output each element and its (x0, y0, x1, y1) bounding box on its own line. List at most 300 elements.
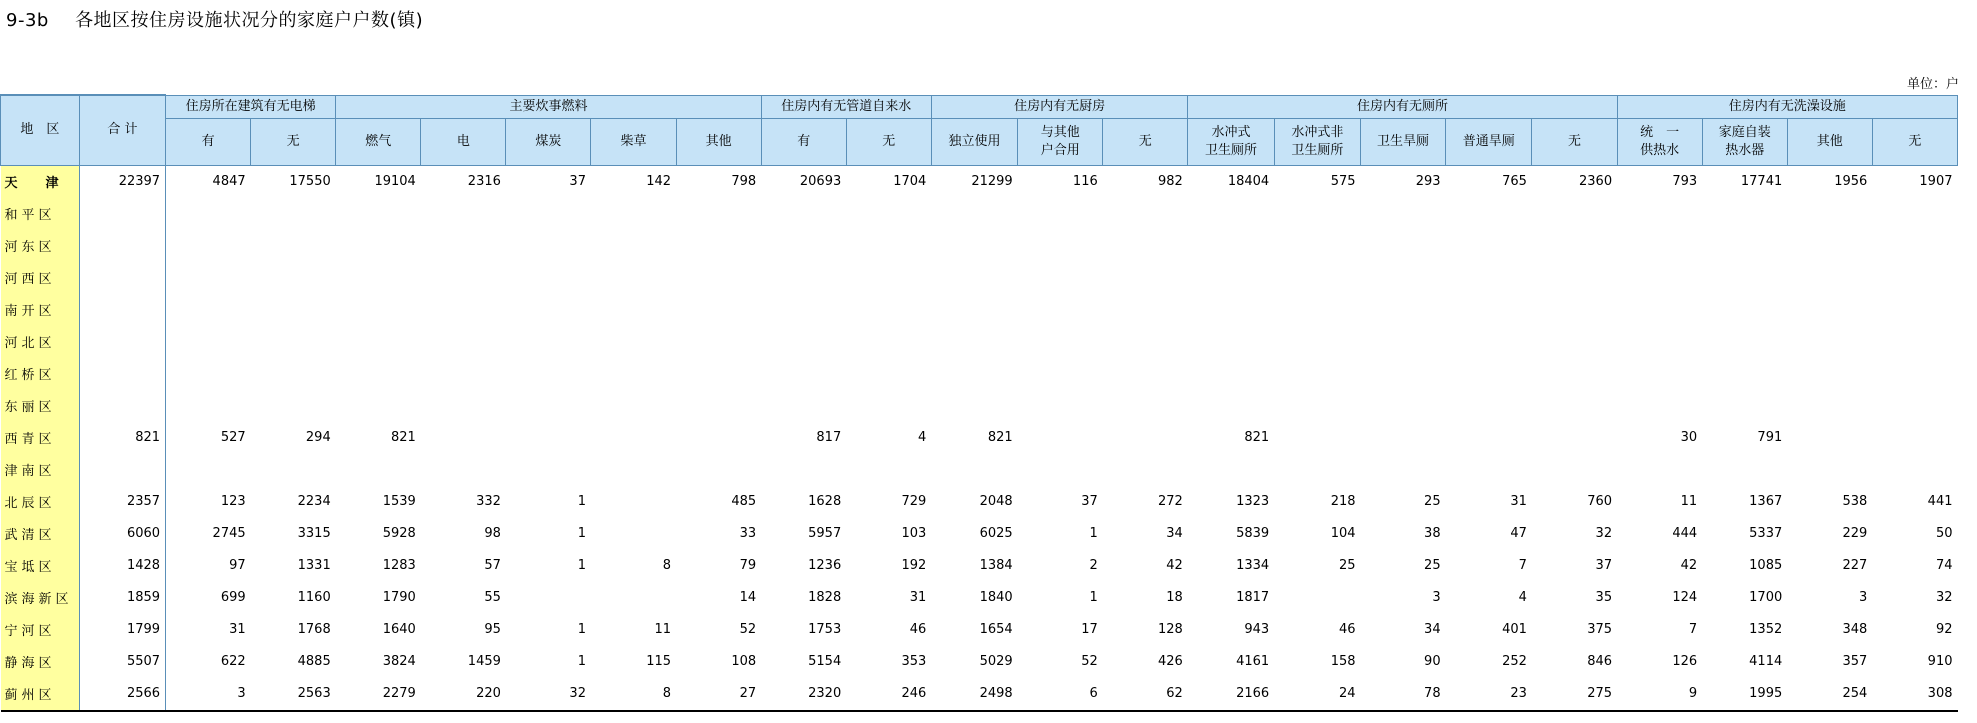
value-cell: 3 (1432, 590, 1441, 605)
header-sub-line: 供热水 (1640, 142, 1680, 158)
table-row (1, 390, 1958, 422)
value-cell (846, 198, 931, 230)
value-cell (1702, 454, 1787, 486)
value-cell (1018, 422, 1103, 454)
value-cell (421, 454, 506, 486)
table-row (1, 165, 1958, 198)
value-cell (591, 326, 676, 358)
value-cell: 20693 (799, 174, 842, 189)
region-cell: 河东区 (1, 230, 80, 262)
value-cell: 9 (1617, 678, 1702, 711)
value-cell (1446, 294, 1532, 326)
value-cell: 575 (1330, 174, 1356, 189)
value-cell: 8 (591, 678, 676, 711)
table-row (1, 646, 1958, 678)
value-cell: 332 (476, 494, 501, 509)
value-cell (1532, 294, 1617, 326)
value-cell (506, 262, 591, 294)
value-cell (1532, 358, 1617, 390)
value-cell: 62 (1103, 678, 1188, 711)
header-sub-line: 有 (797, 133, 811, 149)
value-cell (1274, 582, 1360, 614)
table-code: 9-3b (6, 10, 49, 31)
value-cell (1532, 390, 1617, 422)
value-cell (676, 198, 761, 230)
value-cell: 1352 (1749, 622, 1783, 637)
value-cell: 401 (1502, 622, 1527, 637)
value-cell (1188, 326, 1274, 358)
value-cell: 103 (901, 526, 927, 541)
total-cell: 1859 (79, 582, 165, 614)
value-cell (1787, 262, 1872, 294)
value-cell: 1 (577, 494, 586, 509)
header-sub-line: 卫生旱厕 (1377, 133, 1430, 149)
header-row-subs (1, 118, 1958, 165)
value-cell (1188, 454, 1274, 486)
value-cell: 1628 (808, 494, 842, 509)
value-cell (506, 230, 591, 262)
header-sub-line: 水冲式非 (1291, 124, 1344, 140)
value-cell (166, 262, 251, 294)
value-cell (1103, 422, 1188, 454)
data-table (0, 94, 1958, 712)
value-cell: 2279 (336, 678, 421, 711)
header-sub-12 (1188, 118, 1274, 165)
region-cell: 河北区 (1, 326, 80, 358)
value-cell: 18 (1166, 590, 1183, 605)
value-cell (1274, 454, 1360, 486)
value-cell (421, 198, 506, 230)
table-row (1, 454, 1958, 486)
value-cell (1446, 326, 1532, 358)
header-sub-line: 有 (201, 133, 215, 149)
value-cell: 444 (1672, 526, 1698, 541)
value-cell (931, 390, 1017, 422)
value-cell (1018, 454, 1103, 486)
value-cell (1617, 262, 1702, 294)
value-cell: 2166 (1188, 678, 1274, 711)
header-sub-line: 无 (1568, 133, 1582, 149)
value-cell: 3824 (382, 654, 416, 669)
value-cell (1787, 422, 1872, 454)
total-cell: 22397 (79, 165, 165, 198)
value-cell (1617, 294, 1702, 326)
value-cell (1702, 326, 1787, 358)
header-group-water: 住房内有无管道自来水 (761, 95, 931, 118)
value-cell: 1654 (979, 622, 1013, 637)
value-cell: 254 (1787, 678, 1872, 711)
header-sub-0 (166, 118, 251, 165)
value-cell (1872, 198, 1957, 230)
value-cell (846, 262, 931, 294)
header-sub-17 (1617, 118, 1702, 165)
value-cell (251, 454, 336, 486)
value-cell: 426 (1158, 654, 1183, 669)
table-row (1, 198, 1958, 230)
value-cell: 227 (1842, 558, 1868, 573)
value-cell (1446, 230, 1532, 262)
value-cell: 699 (220, 590, 246, 605)
value-cell (676, 390, 761, 422)
value-cell: 90 (1424, 654, 1441, 669)
value-cell (676, 326, 761, 358)
value-cell (761, 390, 846, 422)
value-cell (1018, 358, 1103, 390)
value-cell (1018, 230, 1103, 262)
value-cell: 52 (739, 622, 757, 637)
header-sub-7 (761, 118, 846, 165)
header-sub-line: 其他 (1816, 133, 1843, 149)
value-cell (421, 390, 506, 422)
value-cell: 246 (846, 678, 931, 711)
value-cell (931, 294, 1017, 326)
value-cell (421, 230, 506, 262)
value-cell: 4161 (1236, 654, 1270, 669)
value-cell: 218 (1330, 494, 1356, 509)
value-cell: 115 (646, 654, 672, 669)
value-cell (676, 454, 761, 486)
value-cell: 128 (1158, 622, 1183, 637)
header-sub-line: 煤炭 (535, 133, 562, 149)
value-cell (1702, 230, 1787, 262)
value-cell: 1 (577, 622, 586, 637)
header-group-fuel: 主要炊事燃料 (336, 95, 761, 118)
header-sub-4 (506, 118, 591, 165)
total-cell: 1428 (79, 550, 165, 582)
value-cell: 5928 (382, 526, 416, 541)
value-cell: 34 (1166, 526, 1183, 541)
value-cell (846, 358, 931, 390)
value-cell (166, 326, 251, 358)
value-cell (676, 358, 761, 390)
value-cell: 441 (1927, 494, 1953, 509)
value-cell (1361, 294, 1446, 326)
value-cell (1532, 422, 1617, 454)
value-cell: 2563 (251, 678, 336, 711)
value-cell: 485 (731, 494, 757, 509)
header-sub-line: 热水器 (1725, 142, 1765, 158)
value-cell (761, 454, 846, 486)
value-cell: 765 (1502, 174, 1527, 189)
header-sub-line: 独立使用 (948, 133, 1001, 149)
value-cell: 1768 (297, 622, 331, 637)
value-cell: 3315 (297, 526, 331, 541)
value-cell: 220 (421, 678, 506, 711)
total-cell (79, 326, 165, 358)
value-cell: 8 (662, 558, 672, 573)
value-cell (1617, 454, 1702, 486)
value-cell (336, 198, 421, 230)
value-cell: 1323 (1236, 494, 1270, 509)
value-cell: 47 (1510, 526, 1527, 541)
value-cell: 38 (1424, 526, 1441, 541)
value-cell (421, 262, 506, 294)
total-cell: 2357 (79, 486, 165, 518)
region-cell: 滨海新区 (1, 582, 80, 614)
value-cell: 31 (1510, 494, 1527, 509)
value-cell: 527 (220, 430, 246, 445)
header-sub-line: 普通旱厕 (1462, 133, 1515, 149)
value-cell (421, 294, 506, 326)
value-cell: 27 (676, 678, 761, 711)
value-cell (1446, 262, 1532, 294)
value-cell: 37 (569, 174, 586, 189)
header-sub-14 (1361, 118, 1446, 165)
table-row (1, 230, 1958, 262)
value-cell: 4114 (1749, 654, 1783, 669)
value-cell: 275 (1532, 678, 1617, 711)
value-cell (1787, 390, 1872, 422)
value-cell (1361, 326, 1446, 358)
value-cell (1617, 390, 1702, 422)
total-cell (79, 454, 165, 486)
value-cell: 1753 (808, 622, 842, 637)
value-cell: 821 (987, 430, 1013, 445)
value-cell: 7 (1518, 558, 1527, 573)
total-cell: 821 (79, 422, 165, 454)
value-cell: 252 (1502, 654, 1527, 669)
header-sub-line: 电 (456, 133, 470, 149)
value-cell: 42 (1166, 558, 1183, 573)
value-cell (506, 582, 591, 614)
table-row (1, 582, 1958, 614)
region-cell: 北辰区 (1, 486, 80, 518)
value-cell (336, 294, 421, 326)
value-cell: 2 (1089, 558, 1098, 573)
value-cell: 97 (229, 558, 246, 573)
value-cell: 50 (1935, 526, 1953, 541)
total-cell (79, 390, 165, 422)
value-cell: 821 (390, 430, 416, 445)
value-cell (761, 326, 846, 358)
value-cell: 3 (1859, 590, 1868, 605)
value-cell: 19104 (374, 174, 416, 189)
value-cell: 294 (305, 430, 331, 445)
value-cell: 5337 (1749, 526, 1783, 541)
value-cell (251, 358, 336, 390)
region-cell: 红桥区 (1, 358, 80, 390)
value-cell: 1817 (1236, 590, 1270, 605)
value-cell (1617, 326, 1702, 358)
value-cell (1103, 390, 1188, 422)
value-cell: 23 (1446, 678, 1532, 711)
value-cell (1274, 390, 1360, 422)
table-title: 各地区按住房设施状况分的家庭户户数(镇) (75, 10, 424, 31)
region-cell: 宁河区 (1, 614, 80, 646)
value-cell (1872, 294, 1957, 326)
value-cell (166, 454, 251, 486)
value-cell (1274, 326, 1360, 358)
value-cell (1103, 294, 1188, 326)
header-sub-line: 家庭自装 (1718, 124, 1771, 140)
value-cell: 24 (1274, 678, 1360, 711)
value-cell (1188, 198, 1274, 230)
region-cell: 宝坻区 (1, 550, 80, 582)
value-cell (1274, 262, 1360, 294)
value-cell: 272 (1158, 494, 1183, 509)
value-cell: 1384 (979, 558, 1013, 573)
value-cell (1872, 390, 1957, 422)
region-cell: 东丽区 (1, 390, 80, 422)
value-cell: 4885 (297, 654, 331, 669)
value-cell (506, 422, 591, 454)
table-row (1, 326, 1958, 358)
value-cell: 1160 (297, 590, 331, 605)
header-sub-line: 无 (286, 133, 300, 149)
value-cell: 52 (1081, 654, 1098, 669)
value-cell: 791 (1757, 430, 1783, 445)
header-sub-11 (1103, 118, 1188, 165)
value-cell (591, 518, 676, 550)
value-cell (1872, 454, 1957, 486)
value-cell (1872, 230, 1957, 262)
value-cell: 357 (1842, 654, 1868, 669)
value-cell: 6 (1018, 678, 1103, 711)
value-cell (1018, 390, 1103, 422)
value-cell (1787, 294, 1872, 326)
value-cell (506, 454, 591, 486)
value-cell (506, 358, 591, 390)
value-cell (1872, 422, 1957, 454)
value-cell: 4 (1518, 590, 1527, 605)
value-cell: 982 (1158, 174, 1183, 189)
value-cell (1617, 198, 1702, 230)
total-cell (79, 358, 165, 390)
value-cell: 79 (739, 558, 757, 573)
value-cell (421, 422, 506, 454)
value-cell (251, 390, 336, 422)
table-row (1, 262, 1958, 294)
value-cell (1446, 198, 1532, 230)
header-sub-line: 其他 (705, 133, 732, 149)
value-cell (506, 326, 591, 358)
region-cell: 南开区 (1, 294, 80, 326)
value-cell (931, 358, 1017, 390)
region-cell: 河西区 (1, 262, 80, 294)
value-cell: 104 (1330, 526, 1356, 541)
value-cell: 1 (577, 526, 586, 541)
value-cell (931, 230, 1017, 262)
value-cell: 1334 (1236, 558, 1270, 573)
value-cell (846, 230, 931, 262)
value-cell (1188, 390, 1274, 422)
value-cell: 142 (646, 174, 672, 189)
value-cell (676, 294, 761, 326)
value-cell: 11 (1680, 494, 1698, 509)
value-cell: 1236 (808, 558, 842, 573)
value-cell: 35 (1595, 590, 1613, 605)
value-cell (1274, 198, 1360, 230)
value-cell (421, 358, 506, 390)
value-cell (1702, 358, 1787, 390)
header-sub-19 (1787, 118, 1872, 165)
value-cell (591, 294, 676, 326)
value-cell: 32 (506, 678, 591, 711)
value-cell (1446, 422, 1532, 454)
value-cell: 1 (1089, 526, 1098, 541)
value-cell: 34 (1424, 622, 1441, 637)
value-cell (1103, 230, 1188, 262)
value-cell: 353 (901, 654, 927, 669)
value-cell: 17 (1081, 622, 1098, 637)
value-cell: 2048 (979, 494, 1013, 509)
value-cell: 25 (1338, 558, 1356, 573)
value-cell: 25 (1424, 494, 1441, 509)
value-cell (1532, 454, 1617, 486)
value-cell: 4 (918, 430, 927, 445)
value-cell (761, 294, 846, 326)
value-cell: 1704 (893, 174, 927, 189)
value-cell (591, 358, 676, 390)
value-cell: 793 (1672, 174, 1698, 189)
value-cell: 798 (731, 174, 757, 189)
table-row (1, 294, 1958, 326)
value-cell (846, 326, 931, 358)
value-cell (591, 454, 676, 486)
value-cell (1018, 262, 1103, 294)
value-cell (761, 230, 846, 262)
header-sub-line: 户合用 (1040, 142, 1080, 158)
value-cell (761, 358, 846, 390)
value-cell: 57 (484, 558, 501, 573)
value-cell: 1459 (467, 654, 501, 669)
value-cell (1872, 326, 1957, 358)
value-cell: 5029 (979, 654, 1013, 669)
header-sub-line: 燃气 (365, 133, 392, 149)
value-cell (1188, 230, 1274, 262)
table-row (1, 518, 1958, 550)
value-cell: 1331 (297, 558, 331, 573)
header-sub-10 (1018, 118, 1103, 165)
value-cell: 17550 (289, 174, 331, 189)
value-cell (1361, 230, 1446, 262)
value-cell (166, 198, 251, 230)
header-sub-line: 水冲式 (1211, 124, 1251, 140)
value-cell (1361, 390, 1446, 422)
value-cell (1787, 454, 1872, 486)
value-cell: 5839 (1236, 526, 1270, 541)
value-cell (1274, 422, 1360, 454)
value-cell: 95 (484, 622, 501, 637)
value-cell (1274, 230, 1360, 262)
value-cell: 1828 (808, 590, 842, 605)
value-cell (1274, 294, 1360, 326)
value-cell: 31 (909, 590, 927, 605)
value-cell: 2234 (297, 494, 331, 509)
value-cell (846, 454, 931, 486)
value-cell (1018, 294, 1103, 326)
value-cell (1361, 262, 1446, 294)
header-sub-line: 卫生厕所 (1204, 142, 1257, 158)
value-cell (1018, 326, 1103, 358)
value-cell: 821 (1244, 430, 1270, 445)
value-cell (591, 230, 676, 262)
value-cell (931, 326, 1017, 358)
value-cell (1446, 358, 1532, 390)
header-sub-line: 无 (1908, 133, 1922, 149)
value-cell (846, 390, 931, 422)
value-cell: 729 (901, 494, 927, 509)
value-cell: 1 (1089, 590, 1098, 605)
value-cell (1018, 198, 1103, 230)
value-cell (251, 198, 336, 230)
header-sub-16 (1532, 118, 1617, 165)
value-cell (591, 262, 676, 294)
value-cell (1188, 262, 1274, 294)
value-cell (421, 326, 506, 358)
value-cell: 25 (1424, 558, 1441, 573)
value-cell: 2498 (931, 678, 1017, 711)
